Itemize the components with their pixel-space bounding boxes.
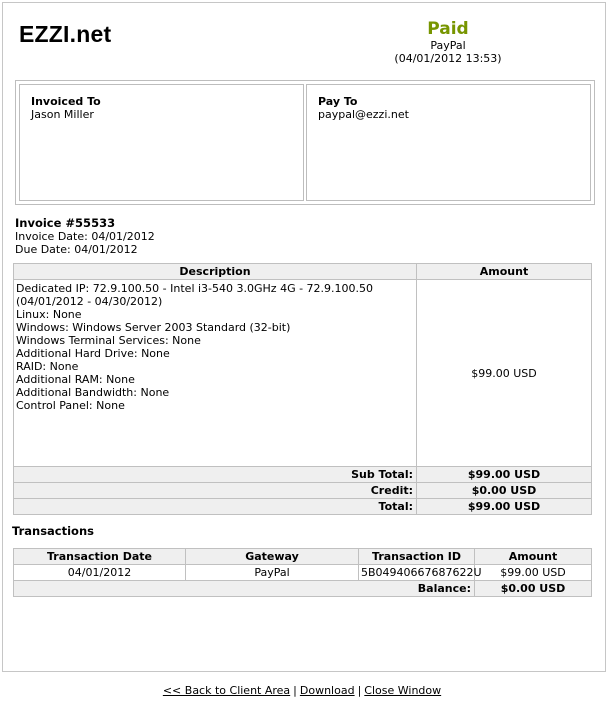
description-line: Additional RAM: None — [16, 373, 135, 386]
download-link[interactable]: Download — [299, 684, 355, 697]
pay-to-box — [306, 84, 591, 201]
invoiced-to-name: Jason Miller — [31, 108, 94, 121]
subtotal-row — [14, 467, 592, 483]
footer-links — [0, 684, 604, 697]
invoiced-to-box — [19, 84, 304, 201]
transaction-amount: $99.00 USD — [475, 565, 592, 581]
transaction-id-header: Transaction ID — [359, 549, 475, 565]
item-amount: $99.00 USD — [417, 280, 592, 467]
description-line: Linux: None — [16, 308, 82, 321]
address-section — [15, 80, 595, 205]
transaction-gateway: PayPal — [186, 565, 359, 581]
invoice-info — [15, 216, 155, 256]
description-line: RAID: None — [16, 360, 79, 373]
description-line: Additional Bandwidth: None — [16, 386, 170, 399]
pay-to-title: Pay To — [318, 95, 358, 108]
transactions-title: Transactions — [12, 524, 94, 538]
balance-label: Balance: — [14, 581, 475, 597]
total-value: $99.00 USD — [417, 499, 592, 515]
footer-separator: | — [293, 684, 297, 697]
transaction-date-header: Transaction Date — [14, 549, 186, 565]
table-row — [14, 565, 592, 581]
subtotal-value: $99.00 USD — [417, 467, 592, 483]
footer-separator: | — [357, 684, 362, 697]
invoice-date: Invoice Date: 04/01/2012 — [15, 230, 155, 243]
table-row — [14, 280, 592, 467]
description-line: Dedicated IP: 72.9.100.50 - Intel i3-540 3.0GHz 4G - 72.9.100.50 (04/01/2012 - 04/30/2012) — [16, 282, 374, 308]
subtotal-label: Sub Total: — [14, 467, 417, 483]
back-to-client-area-link[interactable]: << Back to Client Area — [162, 684, 291, 697]
credit-row — [14, 483, 592, 499]
invoice-due-date: Due Date: 04/01/2012 — [15, 243, 138, 256]
invoice-number: Invoice #55533 — [15, 216, 116, 230]
balance-row — [14, 581, 592, 597]
company-logo: EZZI.net — [19, 21, 112, 47]
invoiced-to-title: Invoiced To — [31, 95, 101, 108]
payment-method: PayPal — [430, 39, 466, 52]
status-badge: Paid — [427, 19, 469, 39]
invoice-items-table — [13, 263, 592, 515]
credit-label: Credit: — [14, 483, 417, 499]
transaction-amount-header: Amount — [475, 549, 592, 565]
total-label: Total: — [14, 499, 417, 515]
item-description — [14, 280, 417, 467]
description-line: Additional Hard Drive: None — [16, 347, 170, 360]
pay-to-email: paypal@ezzi.net — [318, 108, 409, 121]
close-window-link[interactable]: Close Window — [364, 684, 442, 697]
payment-status-block — [363, 19, 533, 65]
transaction-date: 04/01/2012 — [14, 565, 186, 581]
transaction-id: 5B04940667687622U — [359, 565, 475, 581]
transactions-table — [13, 548, 592, 597]
total-row — [14, 499, 592, 515]
description-line: Control Panel: None — [16, 399, 125, 412]
balance-value: $0.00 USD — [475, 581, 592, 597]
description-line: Windows Terminal Services: None — [16, 334, 201, 347]
gateway-header: Gateway — [186, 549, 359, 565]
description-header: Description — [14, 264, 417, 280]
payment-datetime: (04/01/2012 13:53) — [394, 52, 502, 65]
description-line: Windows: Windows Server 2003 Standard (32-bit) — [16, 321, 291, 334]
amount-header: Amount — [417, 264, 592, 280]
credit-value: $0.00 USD — [417, 483, 592, 499]
